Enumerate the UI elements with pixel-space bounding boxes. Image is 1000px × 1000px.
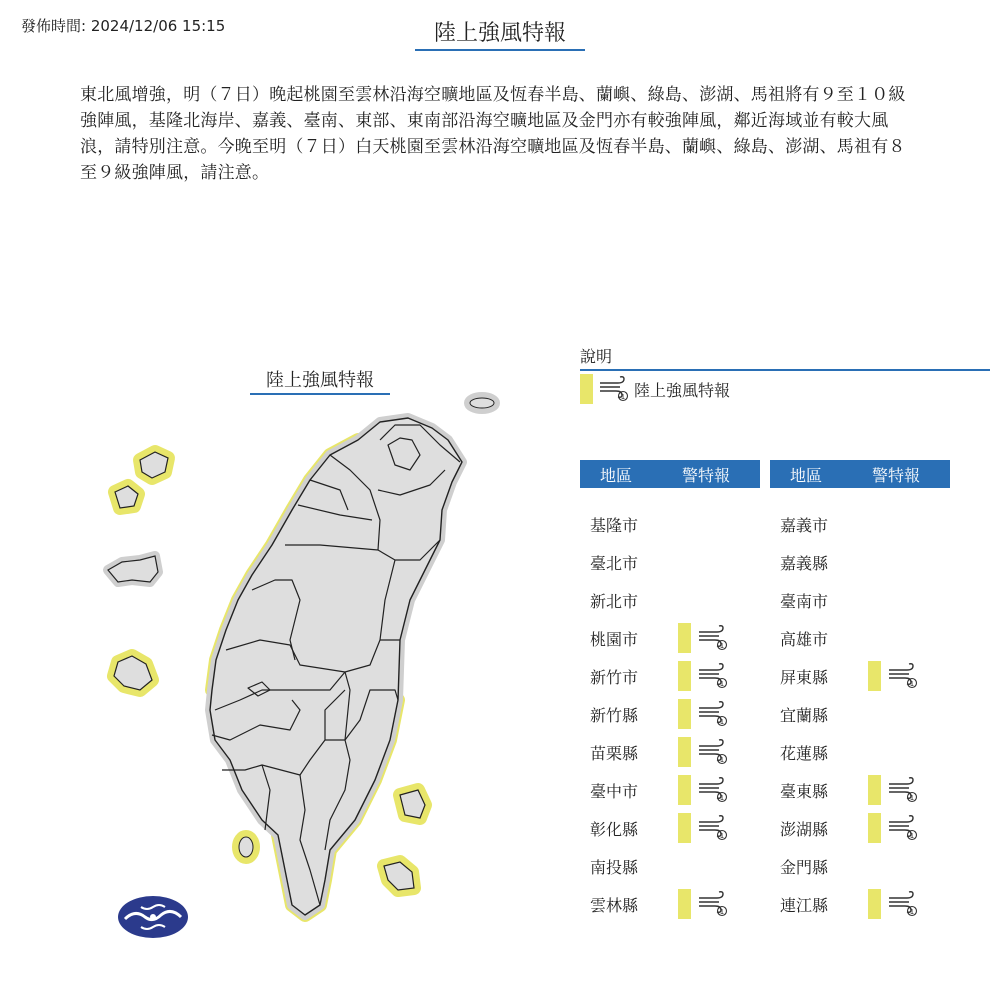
strong-wind-icon [697, 777, 729, 803]
legend-title: 說明 [580, 344, 990, 371]
table-row [580, 657, 760, 695]
region-rows [580, 505, 760, 923]
region-name: 連江縣 [780, 895, 829, 915]
strong-wind-icon [697, 701, 729, 727]
svg-text:1: 1 [719, 642, 725, 650]
region-name: 桃園市 [590, 629, 639, 649]
warning-swatch [678, 699, 691, 729]
strong-wind-icon [697, 739, 729, 765]
warning-swatch [868, 889, 881, 919]
warning-cell [678, 775, 729, 805]
table-row [580, 733, 760, 771]
warning-swatch [868, 661, 881, 691]
region-name: 屏東縣 [780, 667, 829, 687]
strong-wind-icon [697, 625, 729, 651]
strong-wind-icon [697, 663, 729, 689]
warning-cell [868, 775, 919, 805]
orchid-island [384, 862, 414, 890]
svg-text:1: 1 [719, 908, 725, 916]
guishan-island [468, 396, 496, 410]
kinmen-islands [108, 556, 158, 582]
region-name: 南投縣 [590, 857, 639, 877]
svg-text:1: 1 [909, 794, 915, 802]
legend-item [580, 374, 730, 404]
region-name: 高雄市 [780, 629, 829, 649]
strong-wind-icon [887, 777, 919, 803]
warning-swatch [678, 889, 691, 919]
region-name: 花蓮縣 [780, 743, 829, 763]
svg-text:1: 1 [620, 393, 626, 401]
legend-label: 陸上強風特報 [634, 380, 731, 400]
table-row [580, 695, 760, 733]
warning-swatch [868, 775, 881, 805]
region-table-left [580, 460, 760, 923]
warning-swatch [868, 813, 881, 843]
region-name: 新北市 [590, 591, 639, 611]
table-row [770, 581, 950, 619]
strong-wind-icon [887, 891, 919, 917]
header-warning: 警特報 [681, 465, 730, 485]
page-title: 陸上強風特報 [415, 16, 585, 51]
header-warning: 警特報 [871, 465, 920, 485]
strong-wind-icon [887, 663, 919, 689]
table-row [580, 885, 760, 923]
svg-text:1: 1 [909, 832, 915, 840]
strong-wind-icon [697, 891, 729, 917]
region-rows [770, 505, 950, 923]
table-row [770, 847, 950, 885]
liuqiu-island [238, 836, 254, 858]
table-row [770, 505, 950, 543]
region-name: 嘉義縣 [780, 553, 829, 573]
svg-text:1: 1 [719, 718, 725, 726]
warning-swatch [678, 775, 691, 805]
region-name: 新竹市 [590, 667, 639, 687]
svg-text:1: 1 [909, 680, 915, 688]
warning-swatch [678, 737, 691, 767]
taiwan-map [95, 385, 515, 930]
table-row [770, 885, 950, 923]
header-region: 地區 [789, 465, 822, 485]
penghu-islands [114, 656, 152, 690]
warning-cell [678, 889, 729, 919]
table-row [770, 619, 950, 657]
region-name: 嘉義市 [780, 515, 829, 535]
region-name: 臺東縣 [780, 781, 829, 801]
region-name: 澎湖縣 [780, 819, 829, 839]
legend-swatch [580, 374, 593, 404]
table-row [580, 543, 760, 581]
strong-wind-icon [697, 815, 729, 841]
region-name: 彰化縣 [590, 819, 639, 839]
matsu-islands [115, 452, 168, 508]
cwa-logo [117, 895, 189, 939]
warning-cell [678, 661, 729, 691]
warning-cell [868, 889, 919, 919]
warning-cell [678, 699, 729, 729]
warning-description: 東北風增強，明（７日）晚起桃園至雲林沿海空曠地區及恆春半島、蘭嶼、綠島、澎湖、馬祖將有９至１０級強陣風，基隆北海岸、嘉義、臺南、東部、東南部沿海空曠地區及金門亦有較強陣風，鄰近海域並有較大風浪，請特別注意。今晚至明（７日）白天桃園至雲林沿海空曠地區及恆春半島、蘭嶼、綠島、澎湖、馬祖有８至９級強陣風，請注意。 [80, 85, 906, 183]
warning-cell [678, 623, 729, 653]
table-row [770, 733, 950, 771]
strong-wind-icon [598, 376, 630, 402]
table-row [580, 771, 760, 809]
table-row [580, 809, 760, 847]
svg-text:1: 1 [719, 832, 725, 840]
warning-swatch [678, 623, 691, 653]
svg-text:1: 1 [719, 794, 725, 802]
table-row [580, 619, 760, 657]
warning-cell [868, 661, 919, 691]
warning-cell [678, 813, 729, 843]
table-row [770, 771, 950, 809]
region-name: 臺中市 [590, 781, 639, 801]
svg-text:1: 1 [719, 680, 725, 688]
region-table-right [770, 460, 950, 923]
region-name: 新竹縣 [590, 705, 639, 725]
warning-swatch [678, 661, 691, 691]
svg-text:1: 1 [719, 756, 725, 764]
table-row [770, 695, 950, 733]
map-title: 陸上強風特報 [250, 366, 390, 395]
region-name: 基隆市 [590, 515, 639, 535]
region-name: 雲林縣 [590, 895, 639, 915]
warning-cell [678, 737, 729, 767]
strong-wind-icon [887, 815, 919, 841]
table-row [770, 657, 950, 695]
issue-time: 發佈時間: 2024/12/06 15:15 [21, 17, 226, 35]
region-name: 臺北市 [590, 553, 639, 573]
table-row [770, 543, 950, 581]
table-row [580, 847, 760, 885]
table-header [770, 460, 950, 488]
green-island [400, 790, 425, 818]
table-header [580, 460, 760, 488]
table-row [580, 581, 760, 619]
region-name: 宜蘭縣 [780, 705, 829, 725]
warning-swatch [678, 813, 691, 843]
region-name: 苗栗縣 [590, 743, 639, 763]
region-name: 臺南市 [780, 591, 829, 611]
table-row [580, 505, 760, 543]
warning-cell [868, 813, 919, 843]
region-name: 金門縣 [780, 857, 829, 877]
table-row [770, 809, 950, 847]
svg-text:1: 1 [909, 908, 915, 916]
header-region: 地區 [599, 465, 632, 485]
